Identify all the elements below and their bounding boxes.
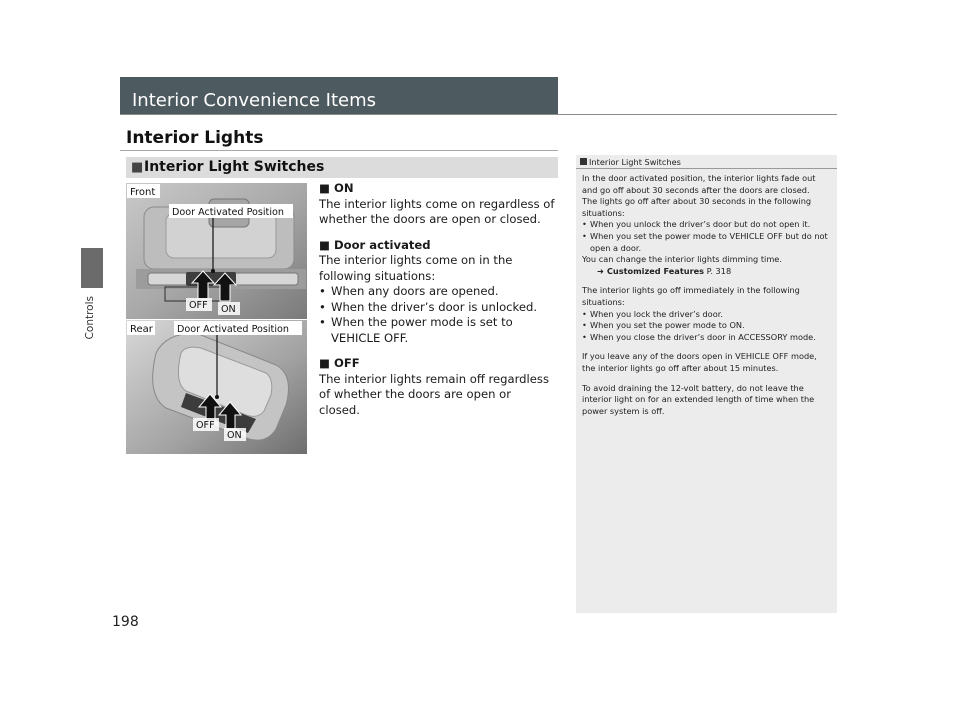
subsection-title: Interior Light Switches (144, 159, 325, 175)
subsection-header (126, 157, 558, 178)
subsection-marker: ■ (131, 160, 144, 175)
page-title: Interior Lights (126, 128, 264, 148)
chapter-label: Controls (84, 296, 96, 340)
door-text: The interior lights come on in the following situations: (319, 253, 513, 283)
note-bullet: • When you lock the driver’s door. (582, 309, 832, 321)
note-icon (580, 158, 587, 165)
ref-page: P. 318 (706, 265, 732, 276)
ref-label: Customized Features (606, 265, 705, 276)
off-text: The interior lights remain off regardless of whether the doors are open or closed. (319, 371, 549, 417)
off-heading: ■ OFF (319, 356, 360, 370)
front-label: Front (130, 187, 156, 198)
on-heading: ■ ON (319, 181, 354, 195)
note-paragraph: The interior lights go off immediately in the following situations: (582, 285, 800, 307)
rear-label: Rear (130, 324, 153, 335)
section-title: Interior Convenience Items (132, 90, 377, 111)
note-bullet: • When you unlock the driver’s door but do not open it. (582, 219, 832, 231)
note-bullet: • When you close the driver’s door in ACCESSORY mode. (582, 332, 832, 344)
customized-features-link[interactable] (582, 266, 832, 278)
note-heading (580, 157, 681, 167)
page-number: 198 (112, 614, 139, 630)
note-rule (576, 168, 837, 169)
section-header (120, 77, 558, 114)
note-paragraph: To avoid draining the 12-volt battery, do not leave the interior light on for an extended length of time when the power system is off. (582, 382, 815, 416)
door-bullet: • When the power mode is set to VEHICLE OFF. (319, 315, 555, 346)
front-console-photo (126, 183, 307, 319)
on-text: The interior lights come on regardless of whether the doors are open or closed. (319, 196, 555, 226)
front-off-label: OFF (189, 300, 208, 311)
rear-off-label: OFF (196, 420, 215, 431)
front-on-label: ON (221, 304, 236, 315)
rear-callout: Door Activated Position (177, 324, 289, 335)
reference-arrow-icon: ➜ (597, 265, 604, 276)
note-paragraph: If you leave any of the doors open in VEHICLE OFF mode, the interior lights go off after about 15 minutes. (582, 351, 817, 373)
switch-descriptions (319, 181, 555, 418)
title-rule (120, 150, 558, 151)
note-body (582, 173, 832, 417)
rear-console-photo (126, 320, 307, 454)
note-paragraph: The lights go off after about 30 seconds in the following situations: (582, 196, 812, 218)
chapter-tab (81, 248, 103, 288)
note-paragraph: In the door activated position, the interior lights fade out and go off about 30 seconds after the doors are closed. (582, 173, 816, 195)
note-bullet: • When you set the power mode to VEHICLE OFF but do not open a door. (582, 231, 832, 254)
door-bullet: • When any doors are opened. (319, 284, 555, 300)
note-bullet: • When you set the power mode to ON. (582, 320, 832, 332)
rear-on-label: ON (227, 430, 242, 441)
light-switch-figure (126, 183, 307, 454)
note-paragraph: You can change the interior lights dimming time. (582, 254, 782, 265)
section-rule (120, 114, 837, 115)
front-callout: Door Activated Position (172, 207, 284, 218)
door-bullet: • When the driver’s door is unlocked. (319, 300, 555, 316)
door-heading: ■ Door activated (319, 237, 431, 252)
note-heading-text: Interior Light Switches (589, 157, 681, 167)
